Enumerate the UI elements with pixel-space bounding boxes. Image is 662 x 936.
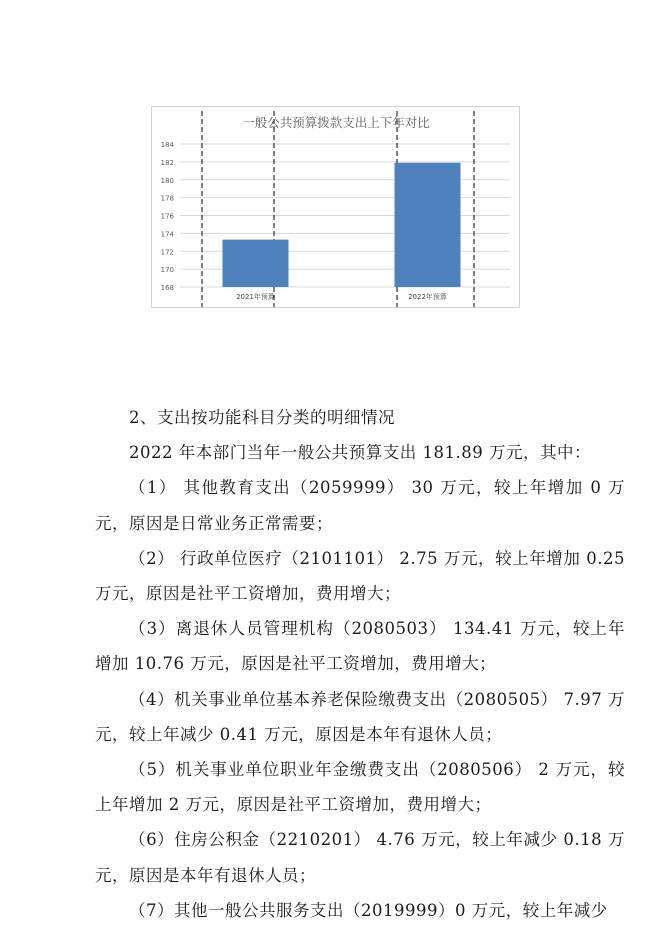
chart-canvas — [152, 107, 521, 309]
y-tick-label: 176 — [160, 212, 174, 221]
section-heading: 2、支出按功能科目分类的明细情况 — [129, 408, 395, 427]
document-body — [95, 400, 625, 928]
paragraph-item-4: （4）机关事业单位基本养老保险缴费支出（2080505） 7.97 万元，较上年减少 0.41 万元，原因是本年有退休人员； — [95, 689, 625, 744]
paragraph-summary: 2022 年本部门当年一般公共预算支出 181.89 万元，其中： — [129, 443, 591, 463]
paragraph-item-6: （6）住房公积金（2210201） 4.76 万元，较上年减少 0.18 万元，原因是本年有退休人员； — [95, 830, 625, 885]
budget-comparison-chart — [151, 106, 520, 308]
bar — [223, 240, 289, 287]
paragraph-item-7: （7）其他一般公共服务支出（2019999）0 万元，较上年减少 — [129, 900, 608, 920]
y-tick-label: 168 — [160, 284, 174, 292]
y-tick-label: 184 — [160, 141, 174, 149]
chart-title: 一般公共预算拨款支出上下年对比 — [242, 115, 430, 130]
paragraph-item-3: （3）离退休人员管理机构（2080503） 134.41 万元，较上年增加 10.76 万元，原因是社平工资增加，费用增大； — [95, 619, 625, 674]
paragraph-item-1: （1） 其他教育支出（2059999） 30 万元，较上年增加 0 万元，原因是日常业务正常需要； — [95, 478, 625, 533]
y-tick-label: 178 — [160, 194, 174, 203]
paragraph-item-2: （2） 行政单位医疗（2101101） 2.75 万元，较上年增加 0.25 万元，原因是社平工资增加，费用增大； — [95, 548, 625, 604]
paragraph-item-5: （5）机关事业单位职业年金缴费支出（2080506） 2 万元，较上年增加 2 万元，原因是社平工资增加，费用增大； — [95, 760, 625, 815]
y-tick-label: 170 — [160, 266, 174, 275]
x-tick-label: 2022年预算 — [408, 293, 447, 301]
y-tick-label: 182 — [160, 158, 174, 167]
x-tick-label: 2021年预算 — [236, 293, 275, 301]
bar — [395, 163, 461, 287]
y-tick-label: 180 — [160, 176, 174, 185]
y-tick-label: 174 — [160, 230, 174, 239]
y-tick-label: 172 — [160, 248, 174, 257]
